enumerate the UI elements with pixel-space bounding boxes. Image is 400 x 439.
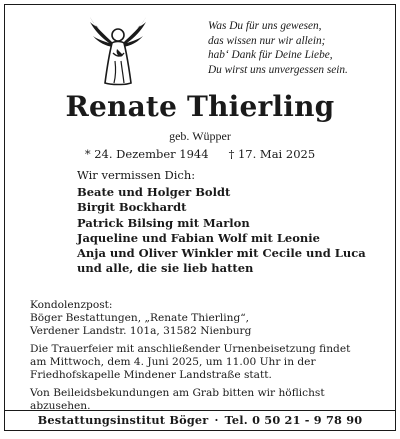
request-line: Von Beileidsbekundungen am Grab bitten wir höflichst — [30, 387, 325, 399]
mourner-name: Jaqueline und Fabian Wolf mit Leonie — [77, 230, 320, 245]
condolence-title: Kondolenzpost: — [30, 299, 113, 311]
ceremony-line: am Mittwoch, dem 4. Juni 2025, um 11.00 Uhr in der — [30, 356, 316, 368]
ceremony-text — [30, 343, 392, 382]
mourner-name: und alle, die sie lieb hatten — [77, 261, 254, 276]
deceased-name: Renate Thierling — [65, 90, 335, 123]
funeral-home-footer — [5, 410, 395, 430]
mourner-name: Patrick Bilsing mit Marlon — [77, 215, 250, 230]
condolence-address: Böger Bestattungen, „Renate Thierling“, — [30, 312, 250, 324]
mourners-list — [77, 185, 366, 277]
footer-separator: · — [214, 413, 219, 427]
info-section — [30, 299, 392, 413]
mourner-name: Anja und Oliver Winkler mit Cecile und Luca — [77, 246, 366, 261]
poem-line: hab‘ Dank für Deine Liebe, — [208, 49, 333, 62]
poem-line: Was Du für uns gewesen, — [208, 20, 322, 32]
obituary-notice — [4, 4, 396, 431]
ceremony-line: Friedhofskapelle Mindener Landstraße statt. — [30, 369, 272, 381]
birth-date: * 24. Dezember 1944 — [84, 147, 209, 161]
mourners-intro: Wir vermissen Dich: — [77, 168, 196, 182]
mourner-name: Beate und Holger Boldt — [77, 185, 231, 199]
poem-line: Du wirst uns unvergessen sein. — [208, 63, 348, 76]
mourner-name: Birgit Bockhardt — [77, 200, 187, 215]
death-date: † 17. Mai 2025 — [228, 147, 316, 161]
memorial-poem — [208, 19, 393, 77]
maiden-name: geb. Wüpper — [169, 129, 231, 143]
poem-line: das wissen nur wir allein; — [208, 34, 326, 47]
angel-icon — [87, 13, 149, 89]
request-line: abzusehen. — [30, 400, 91, 412]
condolence-address: Verdener Landstr. 101a, 31582 Nienburg — [30, 325, 252, 337]
life-dates — [5, 147, 395, 161]
funeral-home-name: Bestattungsinstitut Böger — [37, 413, 209, 427]
funeral-home-phone: Tel. 0 50 21 - 9 78 90 — [224, 413, 363, 427]
ceremony-line: Die Trauerfeier mit anschließender Urnenbeisetzung findet — [30, 343, 351, 355]
